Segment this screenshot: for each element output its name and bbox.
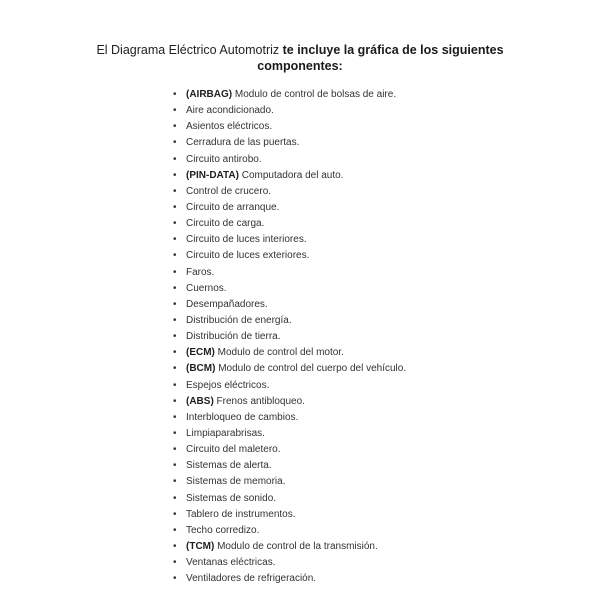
list-item xyxy=(172,168,406,184)
list-item xyxy=(172,152,406,168)
bullet-icon: • xyxy=(173,524,177,536)
bullet-icon: • xyxy=(173,282,177,294)
bullet-icon: • xyxy=(173,218,177,230)
list-item xyxy=(172,539,406,555)
bullet-icon: • xyxy=(173,540,177,552)
component-text: Distribución de tierra. xyxy=(186,331,281,343)
intro-bold-text: te incluye la gráfica de los siguientes xyxy=(282,43,504,57)
bullet-icon: • xyxy=(173,444,177,456)
list-item xyxy=(172,216,406,232)
list-item xyxy=(172,378,406,394)
bullet-icon: • xyxy=(173,137,177,149)
component-text: Modulo de control del cuerpo del vehículo. xyxy=(215,363,407,375)
component-code: (ECM) xyxy=(186,347,215,359)
component-text: Limpiaparabrisas. xyxy=(186,427,265,439)
list-item xyxy=(172,361,406,377)
component-text: Espejos eléctricos. xyxy=(186,379,270,391)
list-item xyxy=(172,313,406,329)
list-item xyxy=(172,555,406,571)
component-text: Modulo de control del motor. xyxy=(214,347,344,359)
bullet-icon: • xyxy=(173,331,177,343)
list-item xyxy=(172,329,406,345)
component-text: Circuito de arranque. xyxy=(186,201,280,213)
bullet-icon: • xyxy=(173,266,177,278)
list-item xyxy=(172,232,406,248)
component-text: Sistemas de memoria. xyxy=(186,476,286,488)
component-text: Computadora del auto. xyxy=(238,169,344,181)
bullet-icon: • xyxy=(173,395,177,407)
component-code: (TCM) xyxy=(186,540,215,552)
component-code: (PIN-DATA) xyxy=(186,169,239,181)
list-item xyxy=(172,119,406,135)
bullet-icon: • xyxy=(173,557,177,569)
list-item xyxy=(172,523,406,539)
list-item xyxy=(172,345,406,361)
bullet-icon: • xyxy=(173,379,177,391)
bullet-icon: • xyxy=(173,250,177,262)
component-text: Asientos eléctricos. xyxy=(186,121,273,133)
bullet-icon: • xyxy=(173,476,177,488)
bullet-icon: • xyxy=(173,460,177,472)
component-text: Desempañadores. xyxy=(186,298,268,310)
list-item xyxy=(172,426,406,442)
bullet-icon: • xyxy=(173,427,177,439)
bullet-icon: • xyxy=(173,185,177,197)
bullet-icon: • xyxy=(173,89,177,100)
list-item xyxy=(172,394,406,410)
bullet-icon: • xyxy=(173,411,177,423)
component-text: Control de crucero. xyxy=(186,185,272,197)
component-list xyxy=(172,87,406,587)
bullet-icon: • xyxy=(173,347,177,359)
intro-plain-text: El Diagrama Eléctrico Automotriz xyxy=(96,43,283,57)
list-item xyxy=(172,491,406,507)
list-item xyxy=(172,474,406,490)
list-item xyxy=(172,135,406,151)
component-code: (ABS) xyxy=(186,395,214,407)
component-text: Faros. xyxy=(186,266,215,278)
bullet-icon: • xyxy=(173,573,177,585)
component-text: Sistemas de alerta. xyxy=(186,460,272,472)
list-item xyxy=(172,248,406,264)
component-text: Circuito antirobo. xyxy=(186,153,262,165)
list-item xyxy=(172,200,406,216)
component-code: (BCM) xyxy=(186,363,216,375)
component-text: Techo corredizo. xyxy=(186,524,260,536)
bullet-icon: • xyxy=(173,169,177,181)
component-text: Frenos antibloqueo. xyxy=(213,395,305,407)
component-code: (AIRBAG) xyxy=(186,89,233,100)
list-item xyxy=(172,184,406,200)
component-text: Circuito de luces interiores. xyxy=(186,234,307,246)
list-item xyxy=(172,410,406,426)
bullet-icon: • xyxy=(173,363,177,375)
component-text: Sistemas de sonido. xyxy=(186,492,277,504)
intro-bold-text-2: componentes: xyxy=(257,59,343,73)
list-item xyxy=(172,281,406,297)
list-item xyxy=(172,442,406,458)
intro-paragraph xyxy=(0,42,600,74)
component-text: Ventanas eléctricas. xyxy=(186,557,276,569)
intro-line-1 xyxy=(0,42,600,58)
component-text: Ventiladores de refrigeración. xyxy=(186,573,317,585)
component-text: Cuernos. xyxy=(186,282,227,294)
component-text: Distribución de energía. xyxy=(186,314,292,326)
list-item xyxy=(172,507,406,523)
list-item xyxy=(172,265,406,281)
bullet-icon: • xyxy=(173,298,177,310)
list-item xyxy=(172,297,406,313)
component-text: Interbloqueo de cambios. xyxy=(186,411,299,423)
bullet-icon: • xyxy=(173,201,177,213)
list-item xyxy=(172,571,406,587)
component-text: Tablero de instrumentos. xyxy=(186,508,296,520)
component-text: Aire acondicionado. xyxy=(186,105,274,117)
list-item xyxy=(172,87,406,103)
component-text: Circuito de carga. xyxy=(186,218,265,230)
component-text: Cerradura de las puertas. xyxy=(186,137,300,149)
intro-line-2 xyxy=(0,58,600,74)
bullet-icon: • xyxy=(173,153,177,165)
bullet-icon: • xyxy=(173,234,177,246)
component-text: Circuito de luces exteriores. xyxy=(186,250,310,262)
bullet-icon: • xyxy=(173,121,177,133)
component-text: Modulo de control de la transmisión. xyxy=(214,540,378,552)
bullet-icon: • xyxy=(173,314,177,326)
list-item xyxy=(172,458,406,474)
list-item xyxy=(172,103,406,119)
bullet-icon: • xyxy=(173,105,177,117)
component-text: Circuito del maletero. xyxy=(186,444,281,456)
bullet-icon: • xyxy=(173,492,177,504)
bullet-icon: • xyxy=(173,508,177,520)
component-text: Modulo de control de bolsas de aire. xyxy=(232,89,397,100)
